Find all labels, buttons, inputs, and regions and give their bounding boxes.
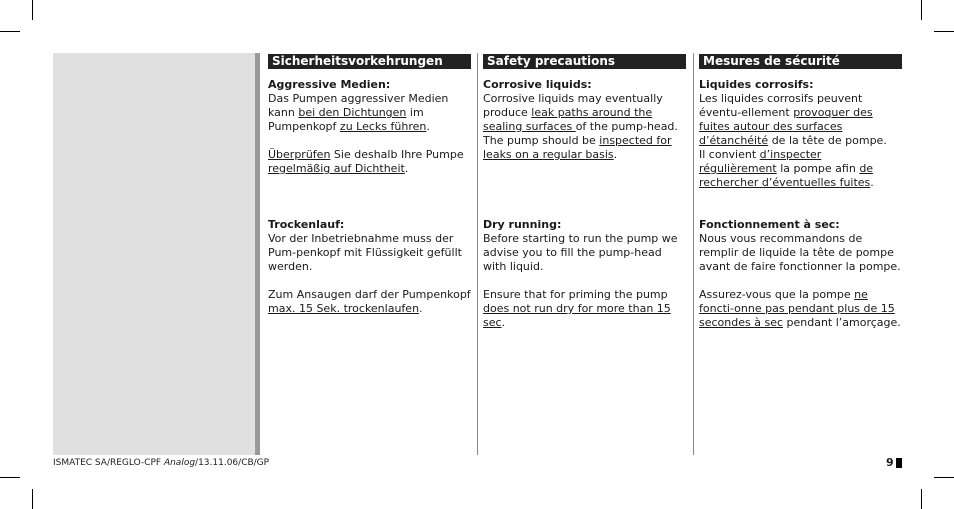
footer-reference: ISMATEC SA/REGLO-CPF Analog/13.11.06/CB/GP	[53, 458, 270, 468]
section-title: Fonctionnement à sec:	[699, 218, 840, 231]
paragraph: Il convient d’inspecter régulièrement la pompe afin de rechercher d’éventuelles fuites.	[699, 148, 874, 189]
column-heading: Sicherheitsvorkehrungen	[268, 54, 471, 69]
crop-mark	[0, 31, 20, 32]
crop-mark	[934, 477, 954, 478]
page-marker	[896, 458, 902, 468]
section-dry-running	[483, 218, 686, 330]
section-corrosive-liquids	[699, 78, 902, 190]
section-aggressive-media	[268, 78, 471, 176]
crop-mark	[921, 0, 922, 20]
paragraph: Überprüfen Sie deshalb Ihre Pumpe regelmäßig auf Dichtheit.	[268, 148, 464, 175]
column-divider	[477, 53, 478, 455]
paragraph: Vor der Inbetriebnahme muss der Pum-penkopf mit Flüssigkeit gefüllt werden.	[268, 232, 462, 273]
paragraph: Nous vous recommandons de remplir de liquide la tête de pompe avant de faire fonctionner la pompe.	[699, 232, 901, 273]
column-divider	[693, 53, 694, 455]
column-german	[268, 54, 471, 315]
section-title: Dry running:	[483, 218, 562, 231]
section-dry-running	[268, 218, 471, 316]
column-english	[483, 54, 686, 329]
paragraph: Assurez-vous que la pompe ne foncti-onne pas pendant plus de 15 secondes à sec pendant l’amorçage.	[699, 288, 901, 329]
paragraph: The pump should be inspected for leaks on a regular basis.	[483, 134, 672, 161]
section-dry-running	[699, 218, 902, 330]
section-corrosive-liquids	[483, 78, 686, 162]
page-number: 9	[886, 456, 894, 469]
crop-mark	[934, 31, 954, 32]
section-title: Liquides corrosifs:	[699, 78, 814, 91]
crop-mark	[0, 477, 20, 478]
paragraph: Les liquides corrosifs peuvent éventu-ellement provoquer des fuites autour des surfaces d’étanchéité de la tête de pompe.	[699, 92, 887, 147]
paragraph: Zum Ansaugen darf der Pumpenkopf max. 15 Sek. trockenlaufen.	[268, 288, 471, 315]
section-title: Corrosive liquids:	[483, 78, 592, 91]
section-title: Aggressive Medien:	[268, 78, 391, 91]
column-heading: Mesures de sécurité	[699, 54, 902, 69]
paragraph: Corrosive liquids may eventually produce leak paths around the sealing surfaces of the pump-head.	[483, 92, 678, 133]
section-title: Trockenlauf:	[268, 218, 345, 231]
paragraph: Das Pumpen aggressiver Medien kann bei den Dichtungen im Pumpenkopf zu Lecks führen.	[268, 92, 449, 133]
column-french	[699, 54, 902, 329]
left-margin-panel	[53, 53, 255, 455]
crop-mark	[32, 0, 33, 20]
crop-mark	[921, 489, 922, 509]
paragraph: Ensure that for priming the pump does not run dry for more than 15 sec.	[483, 288, 671, 329]
left-margin-divider	[255, 53, 260, 455]
column-heading: Safety precautions	[483, 54, 686, 69]
paragraph: Before starting to run the pump we advise you to fill the pump-head with liquid.	[483, 232, 678, 273]
crop-mark	[32, 489, 33, 509]
